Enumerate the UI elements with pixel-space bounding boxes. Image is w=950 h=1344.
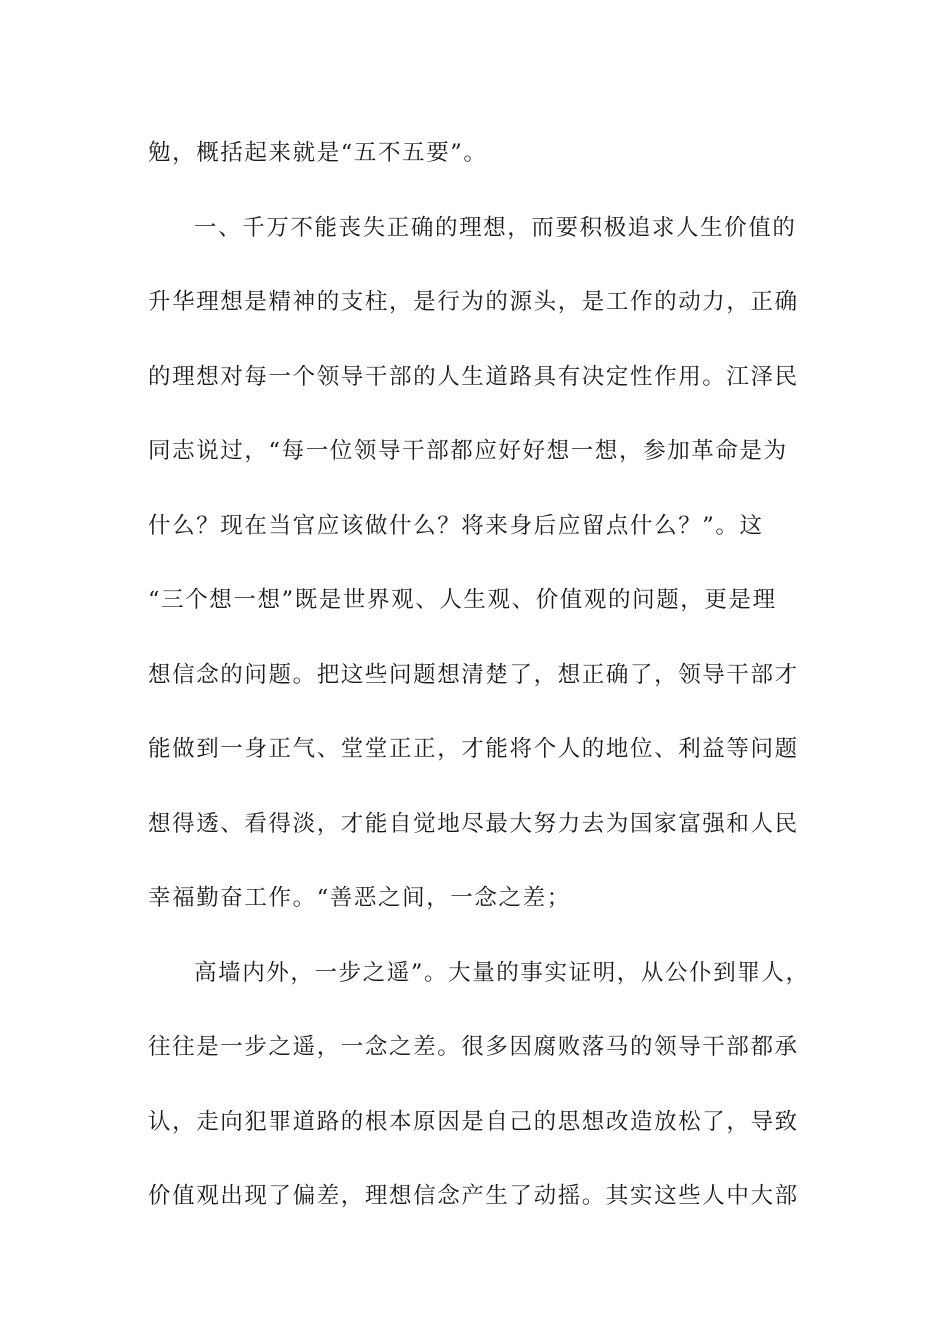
text-line: 幸福勤奋工作。“善恶之间，一念之差； [148, 885, 571, 911]
text-line: 往往是一步之遥，一念之差。很多因腐败落马的领导干部都承 [148, 1034, 799, 1060]
text-line: 想得透、看得淡，才能自觉地尽最大努力去为国家富强和人民 [148, 810, 799, 837]
text-line: 一、千万不能丧失正确的理想，而要积极追求人生价值的 [194, 214, 797, 241]
text-line: 什么？现在当官应该做什么？将来身后应留点什么？”。这 [148, 512, 764, 539]
document-body [148, 128, 808, 1246]
text-line: 认，走向犯罪道路的根本原因是自己的思想改造放松了，导致 [148, 1108, 799, 1135]
text-line: 同志说过，“每一位领导干部都应好好想一想，参加革命是为 [148, 438, 788, 464]
text-line: 升华理想是精神的支柱，是行为的源头，是工作的动力，正确 [148, 289, 799, 315]
text-line: 高墙内外，一步之遥”。大量的事实证明，从公仆到罪人， [194, 959, 810, 986]
text-line: 想信念的问题。把这些问题想清楚了，想正确了，领导干部才 [148, 661, 799, 688]
text-line: “三个想一想”既是世界观、人生观、价值观的问题，更是理 [148, 587, 777, 613]
text-line: 的理想对每一个领导干部的人生道路具有决定性作用。江泽民 [148, 363, 799, 390]
text-line: 勉，概括起来就是“五不五要”。 [148, 140, 488, 166]
text-line: 能做到一身正气、堂堂正正，才能将个人的地位、利益等问题 [148, 736, 799, 762]
text-line: 价值观出现了偏差，理想信念产生了动摇。其实这些人中大部 [148, 1183, 799, 1209]
